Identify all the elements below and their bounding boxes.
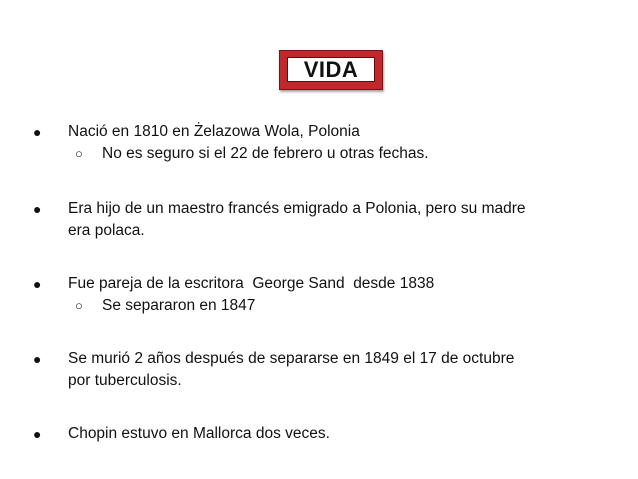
list-item-text: Nació en 1810 en Żelazowa Wola, Polonia [68,123,360,140]
list-item [0,198,638,220]
list-item-text-continued: por tuberculosis. [68,372,182,389]
list-item-text: Se murió 2 años después de separarse en 1849 el 17 de octubre [68,350,515,367]
bullet-icon: ● [33,276,42,292]
sub-list-item-text: Se separaron en 1847 [102,297,256,314]
list-item-text: Era hijo de un maestro francés emigrado a Polonia, pero su madre [68,200,526,217]
bullet-icon: ● [33,201,42,217]
sub-list-item-text: No es seguro si el 22 de febrero u otras fechas. [102,145,429,162]
list-item-text-continued: era polaca. [68,222,145,239]
list-item [0,423,638,445]
list-item-continuation [0,370,638,392]
sub-bullet-icon: ○ [75,298,83,313]
list-item [0,348,638,370]
sub-bullet-icon: ○ [75,146,83,161]
slide-title: VIDA [303,56,359,82]
list-item-continuation [0,220,638,242]
list-item-text: Fue pareja de la escritora George Sand desde 1838 [68,275,435,292]
bullet-icon: ● [33,124,42,140]
list-item [0,121,638,143]
sub-list-item [0,143,638,165]
sub-list-item [0,295,638,317]
bullet-icon: ● [33,351,42,367]
list-item-text: Chopin estuvo en Mallorca dos veces. [68,425,330,442]
bullet-icon: ● [33,426,42,442]
list-item [0,273,638,295]
